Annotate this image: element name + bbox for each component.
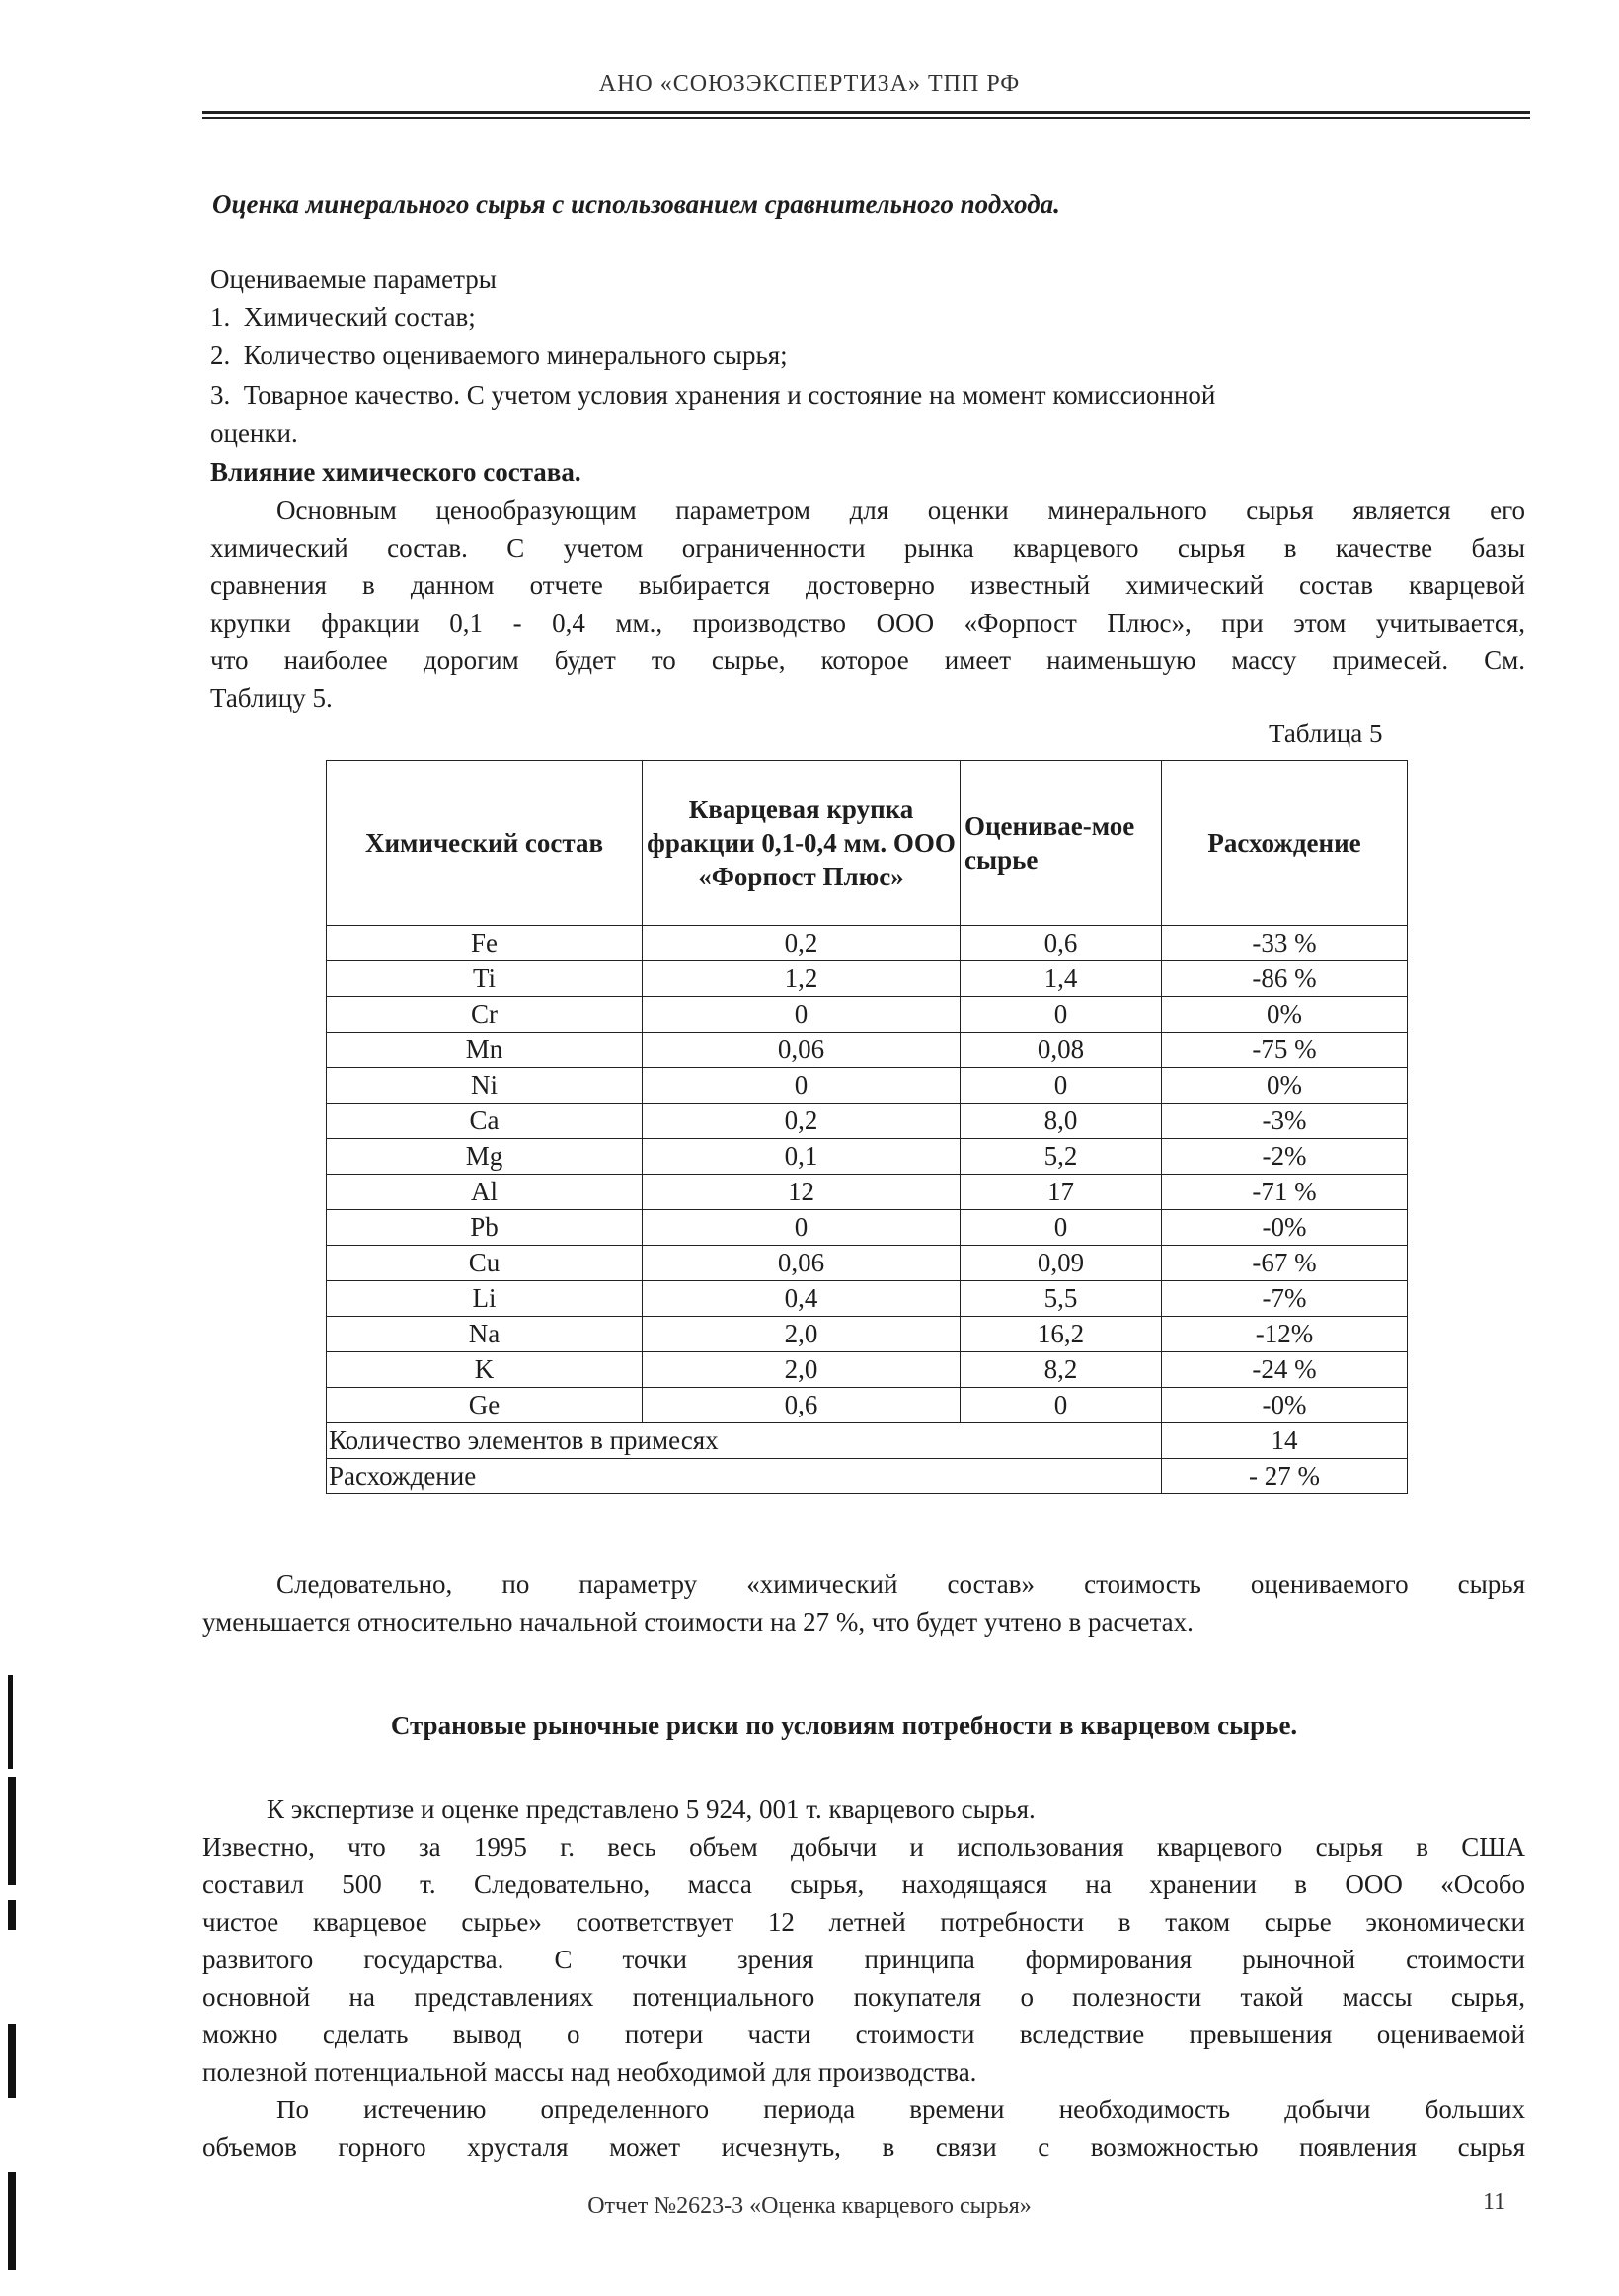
difference-cell: -12% [1162,1317,1408,1352]
paragraph-line: химический состав. С учетом ограниченности рынка кварцевого сырья в качестве базы [210,533,1525,563]
paragraph-line: крупки фракции 0,1 - 0,4 мм., производство ООО «Форпост Плюс», при этом учитывается, [210,608,1525,638]
reference-value-cell: 0 [643,997,961,1033]
assessed-value-cell: 0 [961,1210,1162,1246]
total-difference-label: Расхождение [327,1459,1162,1494]
section-2-line: Известно, что за 1995 г. весь объем добычи и использования кварцевого сырья в США [202,1832,1525,1862]
element-cell: Li [327,1281,643,1317]
table-header-row [327,761,1408,926]
difference-cell: -24 % [1162,1352,1408,1388]
param-number: 3. [210,380,231,410]
difference-cell: -33 % [1162,926,1408,961]
reference-value-cell: 2,0 [643,1317,961,1352]
assessed-value-cell: 1,4 [961,961,1162,997]
param-text: Количество оцениваемого минерального сырья; [243,341,788,370]
impurity-count-value: 14 [1162,1423,1408,1459]
footer-report-title: Отчет №2623-3 «Оценка кварцевого сырья» [587,2193,1032,2219]
assessed-value-cell: 0 [961,997,1162,1033]
table-row [327,1388,1408,1423]
table-row [327,926,1408,961]
element-cell: Ge [327,1388,643,1423]
table-row [327,961,1408,997]
reference-value-cell: 0,1 [643,1139,961,1175]
assessed-value-cell: 5,2 [961,1139,1162,1175]
param-text: Химический состав; [243,302,476,332]
reference-value-cell: 0,06 [643,1033,961,1068]
subheading: Влияние химического состава. [210,457,581,487]
reference-value-cell: 2,0 [643,1352,961,1388]
param-item [210,341,788,371]
section-2-line: чистое кварцевое сырье» соответствует 12 летней потребности в таком сырье экономически [202,1907,1525,1937]
assessed-value-cell: 0 [961,1068,1162,1104]
element-cell: Cr [327,997,643,1033]
section-2-line: объемов горного хрусталя может исчезнуть, в связи с возможностью появления сырья [202,2132,1525,2162]
assessed-value-cell: 8,0 [961,1104,1162,1139]
reference-value-cell: 12 [643,1175,961,1210]
section-2-line: По истечению определенного периода времени необходимость добычи больших [276,2095,1525,2124]
element-cell: K [327,1352,643,1388]
reference-value-cell: 0,2 [643,1104,961,1139]
element-cell: Na [327,1317,643,1352]
table-row [327,1317,1408,1352]
table-footer-row [327,1459,1408,1494]
conclusion-line: уменьшается относительно начальной стоимости на 27 %, что будет учтено в расчетах. [202,1607,1194,1637]
total-difference-value: - 27 % [1162,1459,1408,1494]
element-cell: Ca [327,1104,643,1139]
scan-artifact [8,2172,16,2270]
difference-cell: -75 % [1162,1033,1408,1068]
table-row [327,1210,1408,1246]
table-footer-row [327,1423,1408,1459]
column-header: Химический состав [327,761,643,926]
chemical-composition-table [326,760,1408,1494]
paragraph-line: сравнения в данном отчете выбирается достоверно известный химический состав кварцевой [210,571,1525,600]
assessed-value-cell: 5,5 [961,1281,1162,1317]
table-row [327,1139,1408,1175]
section-2-line: развитого государства. С точки зрения принципа формирования рыночной стоимости [202,1945,1525,1974]
params-heading: Оцениваемые параметры [210,265,497,294]
header-organization: АНО «СОЮЗЭКСПЕРТИЗА» ТПП РФ [598,71,1021,97]
table-row [327,1104,1408,1139]
difference-cell: -71 % [1162,1175,1408,1210]
difference-cell: 0% [1162,1068,1408,1104]
assessed-value-cell: 0,08 [961,1033,1162,1068]
element-cell: Ni [327,1068,643,1104]
assessed-value-cell: 17 [961,1175,1162,1210]
column-header: Расхождение [1162,761,1408,926]
table-caption: Таблица 5 [1269,719,1383,748]
reference-value-cell: 1,2 [643,961,961,997]
section-2-line: составил 500 т. Следовательно, масса сырья, находящаяся на хранении в ООО «Особо [202,1870,1525,1899]
difference-cell: 0% [1162,997,1408,1033]
paragraph-line: что наиболее дорогим будет то сырье, которое имеет наименьшую массу примесей. См. [210,646,1525,675]
param-number: 2. [210,341,231,370]
element-cell: Fe [327,926,643,961]
assessed-value-cell: 0 [961,1388,1162,1423]
section-2-line: можно сделать вывод о потери части стоимости вследствие превышения оцениваемой [202,2020,1525,2049]
param-text: Товарное качество. С учетом условия хранения и состояние на момент комиссионной [243,380,1216,410]
table-row [327,1352,1408,1388]
param-number: 1. [210,302,231,332]
section-title: Оценка минерального сырья с использованием сравнительного подхода. [212,190,1060,219]
element-cell: Ti [327,961,643,997]
difference-cell: -86 % [1162,961,1408,997]
reference-value-cell: 0 [643,1210,961,1246]
param-item [210,302,476,333]
difference-cell: -7% [1162,1281,1408,1317]
scan-artifact [8,1777,16,1885]
table-row [327,1068,1408,1104]
element-cell: Mn [327,1033,643,1068]
header-rule-thick [202,111,1530,114]
assessed-value-cell: 16,2 [961,1317,1162,1352]
paragraph-line: Основным ценообразующим параметром для оценки минерального сырья является его [276,496,1525,525]
header-rule-thin [202,117,1530,119]
table-row [327,1033,1408,1068]
reference-value-cell: 0,2 [643,926,961,961]
section-2-line: полезной потенциальной массы над необходимой для производства. [202,2057,977,2087]
section-2-line: основной на представлениях потенциального покупателя о полезности такой массы сырья, [202,1982,1525,2012]
column-header: Оценивае-мое сырье [961,761,1162,926]
param-item [210,380,1215,411]
conclusion-line: Следовательно, по параметру «химический состав» стоимость оцениваемого сырья [276,1569,1525,1599]
reference-value-cell: 0,06 [643,1246,961,1281]
reference-value-cell: 0,6 [643,1388,961,1423]
table-row [327,1246,1408,1281]
assessed-value-cell: 0,09 [961,1246,1162,1281]
difference-cell: -2% [1162,1139,1408,1175]
difference-cell: -0% [1162,1210,1408,1246]
table-row [327,1175,1408,1210]
section-2-title: Страновые рыночные риски по условиям потребности в кварцевом сырье. [390,1711,1298,1740]
difference-cell: -67 % [1162,1246,1408,1281]
param-continuation: оценки. [210,419,298,448]
element-cell: Cu [327,1246,643,1281]
page-number: 11 [1483,2189,1506,2215]
section-2-line: К экспертизе и оценке представлено 5 924, 001 т. кварцевого сырья. [267,1795,1036,1824]
column-header: Кварцевая крупка фракции 0,1-0,4 мм. ООО «Форпост Плюс» [643,761,961,926]
table-row [327,997,1408,1033]
table-row [327,1281,1408,1317]
scan-artifact [8,1900,16,1930]
impurity-count-label: Количество элементов в примесях [327,1423,1162,1459]
paragraph-line: Таблицу 5. [210,683,333,713]
difference-cell: -0% [1162,1388,1408,1423]
element-cell: Al [327,1175,643,1210]
difference-cell: -3% [1162,1104,1408,1139]
assessed-value-cell: 8,2 [961,1352,1162,1388]
reference-value-cell: 0,4 [643,1281,961,1317]
assessed-value-cell: 0,6 [961,926,1162,961]
element-cell: Mg [327,1139,643,1175]
element-cell: Pb [327,1210,643,1246]
reference-value-cell: 0 [643,1068,961,1104]
scan-artifact [8,2024,16,2098]
